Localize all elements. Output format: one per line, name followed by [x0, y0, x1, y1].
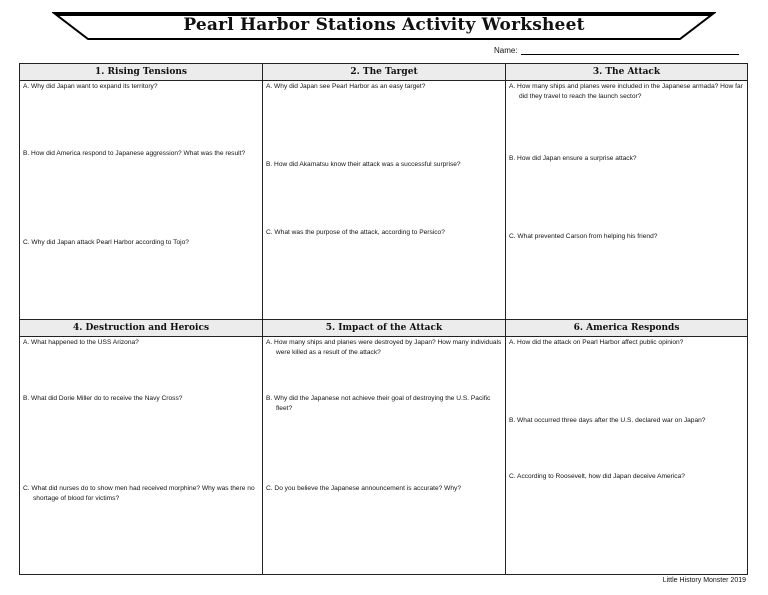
- station-1-question-c: C. Why did Japan attack Pearl Harbor according to Tojo?: [23, 239, 189, 246]
- station-4-heading: 4. Destruction and Heroics: [20, 320, 262, 337]
- station-4: [20, 320, 263, 574]
- station-5-question-a: A. How many ships and planes were destroyed by Japan? How many individuals were killed as a result of the attack?: [266, 339, 502, 356]
- station-5: [263, 320, 506, 574]
- station-6-question-a: A. How did the attack on Pearl Harbor affect public opinion?: [509, 339, 684, 346]
- station-6: [506, 320, 747, 574]
- station-3-question-c: C. What prevented Carson from helping his friend?: [509, 233, 658, 240]
- station-4-question-a: A. What happened to the USS Arizona?: [23, 339, 139, 346]
- footer-credit: Little History Monster 2019: [662, 577, 746, 584]
- station-4-question-b: B. What did Dorie Miller do to receive the Navy Cross?: [23, 395, 183, 402]
- station-2-question-a: A. Why did Japan see Pearl Harbor as an easy target?: [266, 83, 426, 90]
- station-1-question-b: B. How did America respond to Japanese aggression? What was the result?: [23, 150, 246, 157]
- station-2: [263, 64, 506, 320]
- name-line[interactable]: [521, 46, 739, 55]
- station-1-heading: 1. Rising Tensions: [20, 64, 262, 81]
- station-4-question-c: C. What did nurses do to show men had received morphine? Why was there no shortage of blood for victims?: [23, 485, 255, 502]
- name-label: Name:: [494, 46, 518, 55]
- station-1-question-a: A. Why did Japan want to expand its territory?: [23, 83, 158, 90]
- station-6-question-c: C. According to Roosevelt, how did Japan deceive America?: [509, 473, 685, 480]
- station-6-question-b: B. What occurred three days after the U.S. declared war on Japan?: [509, 417, 706, 424]
- station-3-question-b: B. How did Japan ensure a surprise attack?: [509, 155, 637, 162]
- station-2-heading: 2. The Target: [263, 64, 505, 81]
- station-5-question-c: C. Do you believe the Japanese announcement is accurate? Why?: [266, 485, 461, 492]
- station-2-question-b: B. How did Akamatsu know their attack was a successful surprise?: [266, 161, 461, 168]
- station-1: [20, 64, 263, 320]
- station-5-heading: 5. Impact of the Attack: [263, 320, 505, 337]
- page-title: Pearl Harbor Stations Activity Worksheet: [183, 15, 585, 35]
- station-3: [506, 64, 747, 320]
- title-banner: [52, 9, 716, 43]
- station-3-heading: 3. The Attack: [506, 64, 747, 81]
- stations-grid: [19, 63, 748, 575]
- station-5-question-b: B. Why did the Japanese not achieve their goal of destroying the U.S. Pacific fleet?: [266, 395, 491, 412]
- name-field[interactable]: [494, 46, 739, 55]
- station-3-question-a: A. How many ships and planes were included in the Japanese armada? How far did they travel to reach the launch sector?: [509, 83, 743, 100]
- station-6-heading: 6. America Responds: [506, 320, 747, 337]
- station-2-question-c: C. What was the purpose of the attack, according to Persico?: [266, 229, 445, 236]
